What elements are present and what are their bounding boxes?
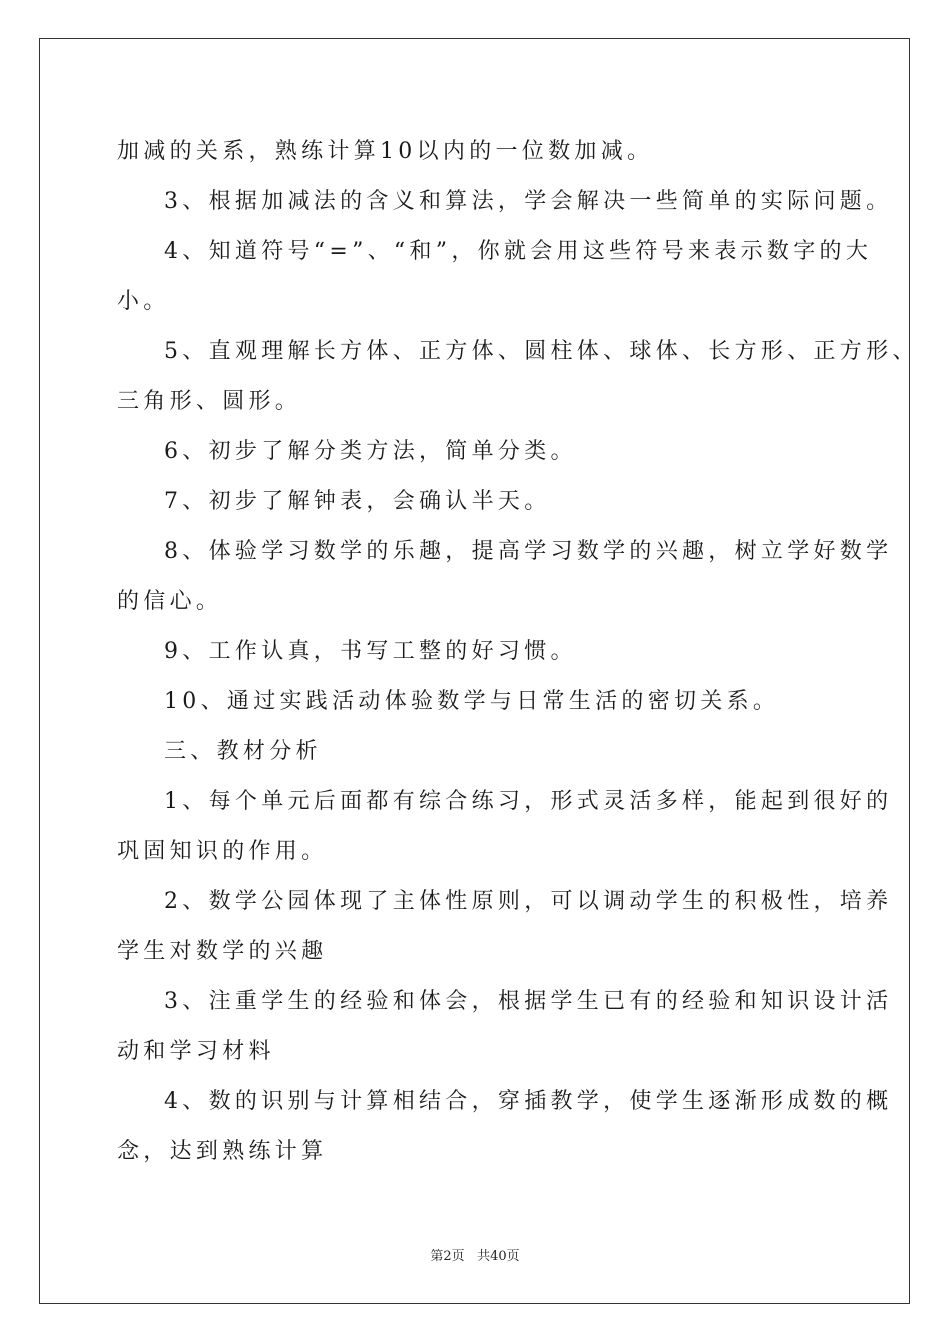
text-line: 巩固知识的作用。 bbox=[117, 839, 328, 864]
text-line: 9、工作认真，书写工整的好习惯。 bbox=[164, 639, 577, 664]
text-line: 2、数学公园体现了主体性原则，可以调动学生的积极性，培养 bbox=[164, 889, 893, 914]
text-line: 学生对数学的兴趣 bbox=[117, 939, 328, 964]
text-line: 三角形、圆形。 bbox=[117, 389, 302, 414]
text-line: 加减的关系，熟练计算10以内的一位数加减。 bbox=[117, 139, 654, 164]
footer-spacer bbox=[465, 1249, 477, 1264]
text-line: 的信心。 bbox=[117, 589, 223, 614]
page-total: 共40页 bbox=[477, 1249, 520, 1264]
text-line: 7、初步了解钟表，会确认半天。 bbox=[164, 489, 551, 514]
text-line: 3、注重学生的经验和体会，根据学生已有的经验和知识设计活 bbox=[164, 989, 893, 1014]
page-number: 第2页 bbox=[430, 1249, 465, 1264]
text-line: 1、每个单元后面都有综合练习，形式灵活多样，能起到很好的 bbox=[164, 789, 893, 814]
page-footer bbox=[0, 1247, 950, 1267]
text-line: 动和学习材料 bbox=[117, 1039, 275, 1064]
document-body bbox=[117, 127, 919, 1177]
text-line: 4、知道符号“=”、“和”，你就会用这些符号来表示数字的大 bbox=[164, 239, 873, 264]
text-line: 8、体验学习数学的乐趣，提高学习数学的兴趣，树立学好数学 bbox=[164, 539, 893, 564]
text-line: 6、初步了解分类方法，简单分类。 bbox=[164, 439, 577, 464]
text-line: 念，达到熟练计算 bbox=[117, 1139, 328, 1164]
text-line: 5、直观理解长方体、正方体、圆柱体、球体、长方形、正方形、 bbox=[164, 339, 919, 364]
text-line: 4、数的识别与计算相结合，穿插教学，使学生逐渐形成数的概 bbox=[164, 1089, 893, 1114]
text-line: 小。 bbox=[117, 289, 170, 314]
section-heading: 三、教材分析 bbox=[164, 739, 322, 764]
text-line: 3、根据加减法的含义和算法，学会解决一些简单的实际问题。 bbox=[164, 189, 893, 214]
text-line: 10、通过实践活动体验数学与日常生活的密切关系。 bbox=[164, 689, 780, 714]
